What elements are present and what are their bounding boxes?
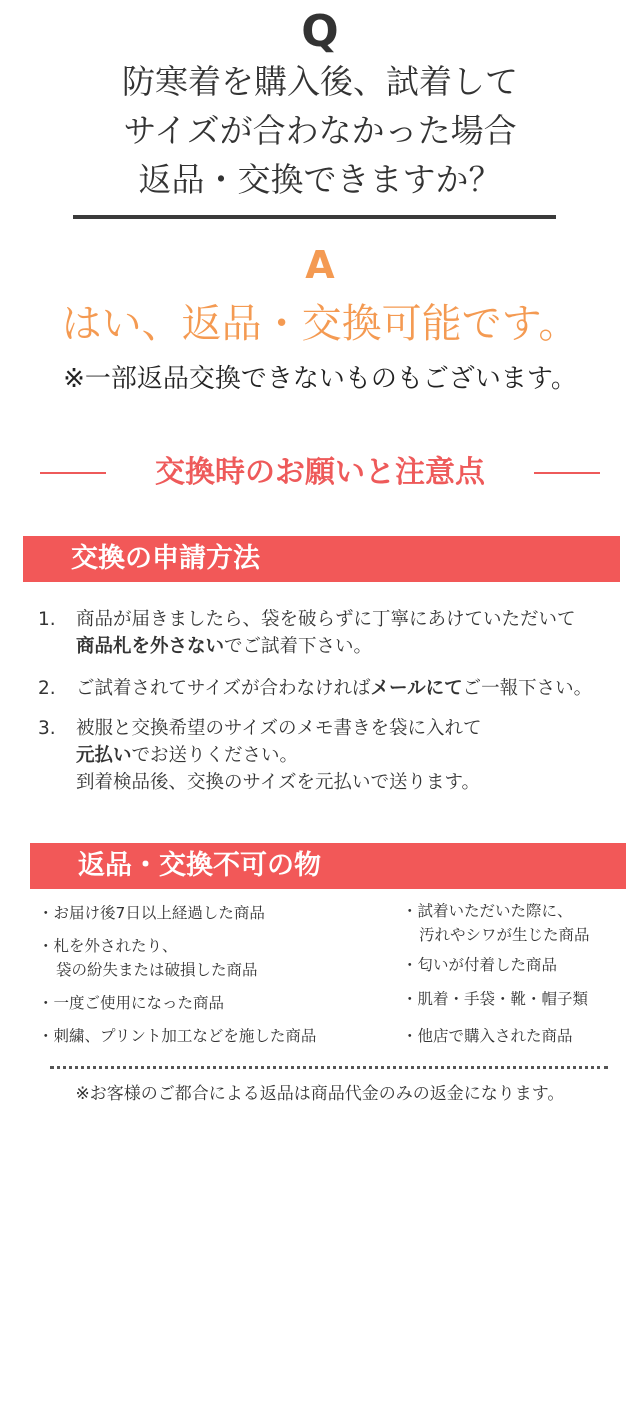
section-title: 交換時のお願いと注意点 — [155, 455, 485, 490]
non-returnable-item: ・肌着・手袋・靴・帽子類 — [402, 990, 589, 1008]
step-line: 被服と交換希望のサイズのメモ書きを袋に入れて — [76, 718, 482, 739]
non-returnable-item: ・一度ご使用になった商品 — [38, 994, 225, 1012]
step-text — [76, 715, 636, 796]
exchange-heading-band — [23, 536, 620, 582]
step-line-pre: ご試着されてサイズが合わなければ — [76, 678, 371, 699]
step-emphasis: 商品札を外さない — [76, 636, 225, 657]
step-line — [76, 675, 636, 702]
question-letter: Q — [301, 6, 339, 57]
step-line: 商品が届きましたら、袋を破らずに丁寧にあけていただいて — [76, 609, 576, 630]
non-returnable-item: ・他店で購入された商品 — [402, 1027, 573, 1045]
answer-note: ※一部返品交換できないものもございます。 — [63, 364, 577, 394]
footer-note: ※お客様のご都合による返品は商品代金のみの返金になります。 — [75, 1084, 565, 1104]
question-line-3: 返品・交換できますか？ — [138, 160, 502, 199]
non-returnable-item: ・試着いただいた際に、 — [402, 902, 573, 920]
step-number: 3. — [38, 718, 56, 739]
answer-letter: A — [305, 243, 335, 287]
question-divider — [73, 215, 556, 219]
step-line-rest: でお送りください。 — [131, 745, 299, 766]
non-returnable-heading: 返品・交換不可の物 — [78, 850, 321, 881]
step-number: 1. — [38, 609, 56, 630]
step-3 — [0, 715, 640, 799]
step-text — [76, 675, 636, 702]
step-line — [76, 742, 636, 769]
non-returnable-item: ・匂いが付着した商品 — [402, 956, 558, 974]
step-2 — [0, 675, 640, 703]
step-emphasis: メールにて — [370, 678, 463, 699]
exchange-heading: 交換の申請方法 — [71, 543, 260, 574]
step-1 — [0, 606, 640, 662]
non-returnable-heading-band — [30, 843, 626, 889]
title-dash-right — [534, 472, 600, 474]
step-emphasis: 元払い — [76, 745, 132, 766]
dotted-divider — [50, 1066, 608, 1069]
non-returnable-item: ・札を外されたり、 — [38, 937, 178, 955]
section-title-block — [0, 448, 640, 498]
step-line: 到着検品後、交換のサイズを元払いで送ります。 — [76, 772, 481, 793]
step-number: 2. — [38, 678, 56, 699]
non-returnable-item-cont: 汚れやシワが生じた商品 — [419, 926, 590, 944]
question-line-1: 防寒着を購入後、試着して — [122, 62, 518, 101]
step-text — [76, 606, 636, 660]
non-returnable-item: ・刺繍、プリント加工などを施した商品 — [38, 1027, 317, 1045]
non-returnable-item: ・お届け後7日以上経過した商品 — [38, 904, 265, 922]
question-line-2: サイズが合わなかった場合 — [123, 111, 517, 150]
step-line-post: ご一報下さい。 — [462, 678, 593, 699]
step-line — [76, 633, 636, 660]
non-returnable-item-cont: 袋の紛失または破損した商品 — [56, 961, 258, 979]
answer-text: はい、返品・交換可能です。 — [61, 301, 579, 347]
title-dash-left — [40, 472, 106, 474]
step-line-rest: でご試着下さい。 — [224, 636, 373, 657]
